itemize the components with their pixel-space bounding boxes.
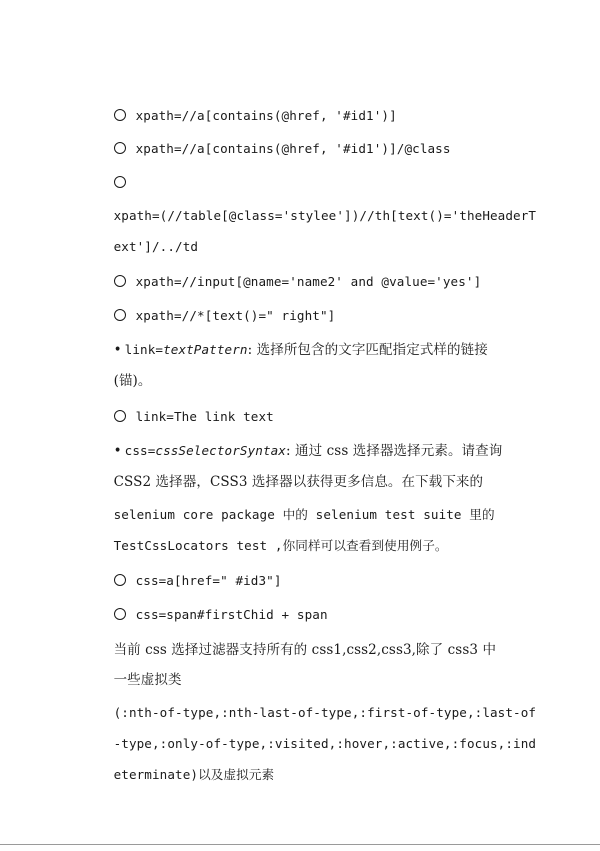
- note-line-5: [96, 745, 516, 805]
- xpath-text: xpath=//a[contains(@href, '#id1')]: [135, 108, 397, 123]
- circle-bullet-icon: [114, 608, 126, 620]
- xpath-text: xpath=//*[text()=" right"]: [135, 308, 336, 323]
- paragraph-text: selenium core package 中的 selenium test suite 里的: [113, 507, 495, 522]
- paragraph-text: (锚)。: [113, 373, 152, 389]
- link-pattern-italic: textPattern: [163, 342, 248, 357]
- link-text: link=The link text: [135, 409, 274, 424]
- xpath-text: xpath=(//table[@class='stylee'])//th[text()='theHeaderT: [113, 208, 537, 223]
- css-description-text: : 通过 css 选择器选择元素。请查询: [286, 443, 503, 459]
- xpath-text: xpath=//a[contains(@href, '#id1')]/@class: [135, 141, 451, 156]
- paragraph-text: eterminate)以及虚拟元素: [113, 767, 275, 782]
- link-description-text: : 选择所包含的文字匹配指定式样的链接: [247, 342, 488, 358]
- paragraph-text: -type,:only-of-type,:visited,:hover,:active,:focus,:ind: [113, 736, 537, 751]
- paragraph-text: (:nth-of-type,:nth-last-of-type,:first-of-type,:last-of: [113, 705, 537, 720]
- css-text: css=span#firstChid + span: [135, 607, 328, 622]
- dot-bullet-icon: •: [113, 342, 122, 358]
- css-text: css=a[href=" #id3"]: [135, 573, 282, 588]
- xpath-text: ext']/../td: [113, 239, 199, 254]
- paragraph-text: CSS2 选择器，CSS3 选择器以获得更多信息。在下载下来的: [113, 474, 484, 490]
- paragraph-text: 一些虚拟类: [113, 672, 182, 688]
- paragraph-text: TestCssLocators test ,你同样可以查看到使用例子。: [113, 538, 448, 553]
- css-syntax-italic: cssSelectorSyntax: [155, 443, 286, 458]
- css-prefix: css=: [124, 443, 156, 458]
- xpath-text: xpath=//input[@name='name2' and @value='yes']: [135, 274, 482, 289]
- link-prefix: link=: [124, 342, 164, 357]
- page-bottom-divider: [0, 844, 600, 845]
- dot-bullet-icon: •: [113, 443, 122, 459]
- paragraph-text: 当前 css 选择过滤器支持所有的 css1,css2,css3,除了 css3 中: [113, 642, 497, 658]
